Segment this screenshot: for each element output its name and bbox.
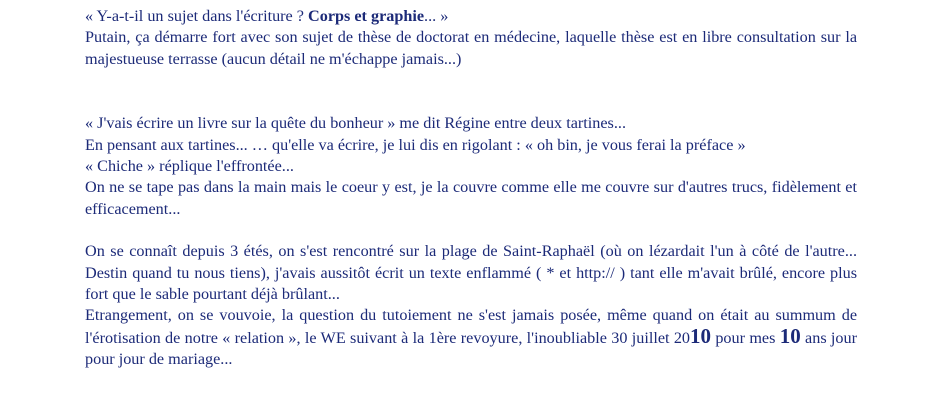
paragraph-thesis-comment: Putain, ça démarre fort avec son sujet de thèse de doctorat en médecine, laquelle thèse est en libre consultation sur la majestueuse terrasse (aucun détail ne m'échappe jamais...)	[85, 28, 857, 68]
quote-text: « Y-a-t-il un sujet dans l'écriture ?	[85, 7, 309, 25]
vouvoiement-mid: pour mes	[711, 328, 780, 347]
paragraph-vouvoiement	[85, 305, 857, 370]
paragraph-tartines: En pensant aux tartines... … qu'elle va écrire, je lui dis en rigolant : « oh bin, je vous ferai la préface »	[85, 135, 746, 154]
article-body	[85, 6, 857, 371]
paragraph-thesis-title	[85, 6, 857, 27]
paragraph-coeur: On ne se tape pas dans la main mais le coeur y est, je la couvre comme elle me couvre sur d'autres trucs, fidèlement et efficacement...	[85, 178, 857, 218]
year-digits-big: 10	[690, 323, 712, 348]
quote-end: ... »	[424, 7, 449, 25]
thesis-title-bold: Corps et graphie	[308, 7, 425, 25]
vouvoiement-text: Etrangement, on se vouvoie, la question du tutoiement ne s'est jamais posée, même quand on était au summum de l'érotisation de notre « relation », le WE suivant à la 1ère revoyure, l'inoubliable 30 juillet 20	[85, 306, 857, 347]
years-count-big: 10	[779, 323, 801, 348]
vouvoiement-end: ans jour pour jour de mariage...	[85, 328, 858, 369]
paragraph-rencontre: On se connaît depuis 3 étés, on s'est rencontré sur la plage de Saint-Raphaël (où on lézardait l'un à côté de l'autre... Destin quand tu nous tiens), j'avais aussitôt écrit un texte enflammé ( * et http:// ) tant elle m'avait brûlé, encore plus fort que le sable pourtant déjà brûlant...	[85, 242, 857, 304]
paragraph-book-quote: « J'vais écrire un livre sur la quête du bonheur » me dit Régine entre deux tartines...	[85, 114, 626, 133]
paragraph-chiche: « Chiche » réplique l'effrontée...	[85, 157, 294, 176]
paragraph-gap	[85, 70, 857, 113]
paragraph-gap	[85, 220, 857, 241]
